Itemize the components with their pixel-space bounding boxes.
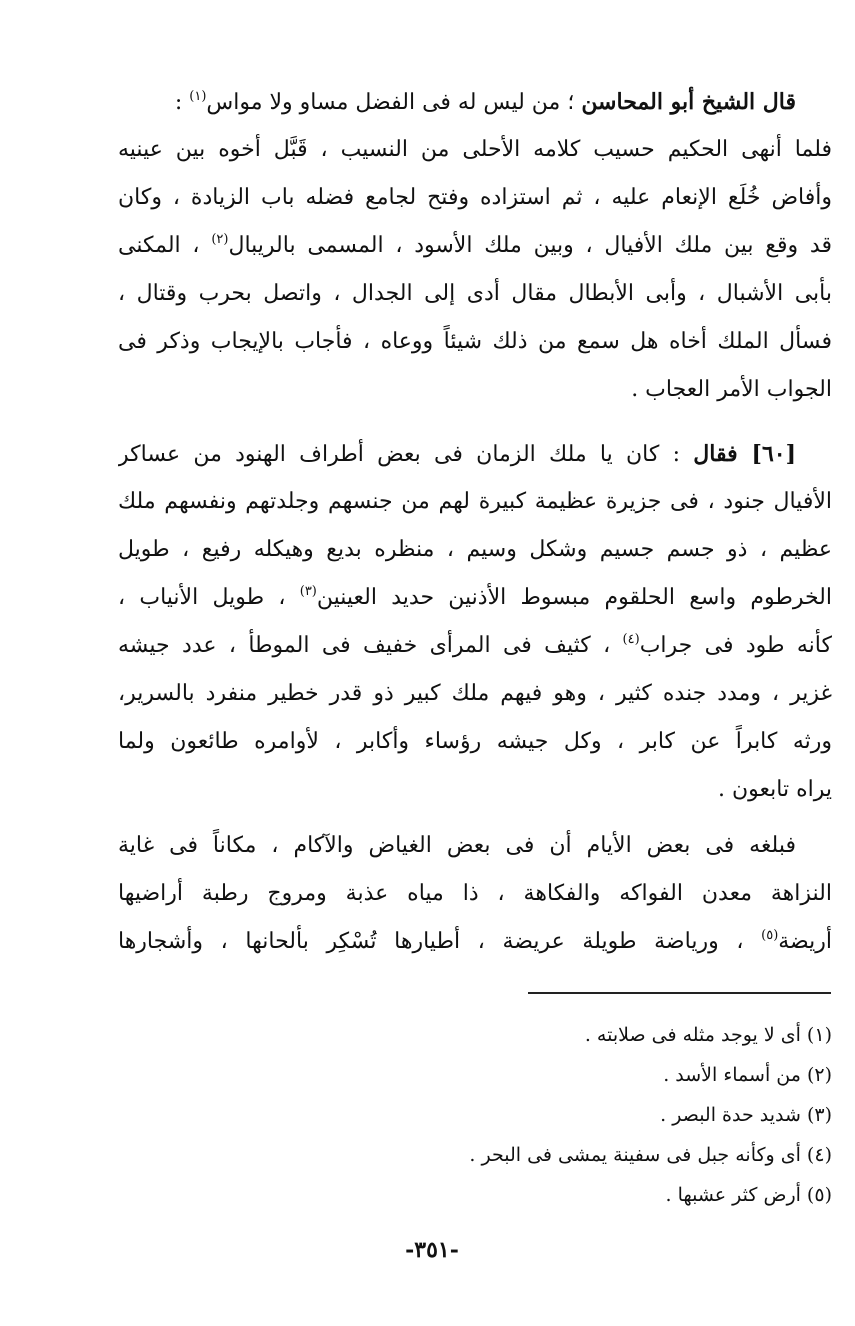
text-line xyxy=(118,222,832,270)
text-line: النزاهة معدن الفواكه والفكاهة ، ذا مياه عذبة ومروج رطبة أراضيها xyxy=(118,881,832,906)
footnotes xyxy=(300,1015,832,1215)
text-line: الجواب الأمر العجاب . xyxy=(631,377,832,402)
footnote-ref: (٤) xyxy=(622,632,640,647)
text-span: ؛ من ليس له فى الفضل مساو ولا مواس xyxy=(206,90,575,115)
text-line: عظيم ، ذو جسم جسيم وشكل وسيم ، منظره بديع وهيكله رفيع ، طويل xyxy=(118,537,832,562)
text-line xyxy=(118,78,832,126)
text-line: الأفيال جنود ، فى جزيرة عظيمة كبيرة لهم من جنسهم وجلدتهم ونفسهم ملك xyxy=(118,489,832,514)
footnote-ref: (٥) xyxy=(761,928,779,943)
paragraph-2 xyxy=(118,430,832,814)
text-span: أريضة xyxy=(778,929,832,954)
text-line: يراه تابعون . xyxy=(718,777,832,802)
text-span: ، طويل الأنياب ، xyxy=(118,585,300,610)
section-marker: [٦٠] فقال xyxy=(693,441,797,467)
footnote-3: (٣) شديد حدة البصر . xyxy=(660,1104,832,1126)
text-span: قد وقع بين ملك الأفيال ، وبين ملك الأسود ، المسمى بالريبال xyxy=(228,233,832,258)
text-line xyxy=(118,574,832,622)
text-line: فبلغه فى بعض الأيام أن فى بعض الغياض والآكام ، مكاناً فى غاية xyxy=(118,833,796,858)
footnote-2: (٢) من أسماء الأسد . xyxy=(663,1064,832,1086)
text-span: : xyxy=(174,90,190,115)
text-line: غزير ، ومدد جنده كثير ، وهو فيهم ملك كبير ذو قدر خطير منفرد بالسرير، xyxy=(118,681,832,706)
footnote-5: (٥) أرض كثر عشبها . xyxy=(665,1184,832,1206)
footnote-1: (١) أى لا يوجد مثله فى صلابته . xyxy=(584,1024,832,1046)
text-line: فسأل الملك أخاه هل سمع من ذلك شيئاً ووعاه ، فأجاب بالإيجاب وذكر فى xyxy=(118,329,832,354)
footnote-ref: (١) xyxy=(189,89,207,104)
text-line xyxy=(118,430,832,478)
text-span: ، المكنى xyxy=(118,233,212,258)
text-line: وأفاض خُلَع الإنعام عليه ، ثم استزاده وفتح لجامع فضله باب الزيادة ، وكان xyxy=(118,185,832,210)
text-line xyxy=(118,622,832,670)
text-span: الخرطوم واسع الحلقوم مبسوط الأذنين حديد العينين xyxy=(316,585,832,610)
page-number: -٣٥١- xyxy=(405,1237,459,1263)
text-span: : كان يا ملك الزمان فى بعض أطراف الهنود من عساكر xyxy=(118,442,694,467)
footnote-4: (٤) أى وكأنه جبل فى سفينة يمشى فى البحر . xyxy=(469,1144,832,1166)
text-line: ورثه كابراً عن كابر ، وكل جيشه رؤساء وأكابر ، لأوامره طائعون ولما xyxy=(118,729,832,754)
text-line xyxy=(118,918,832,966)
text-span: ، كثيف فى المرأى خفيف فى الموطأ ، عدد جيشه xyxy=(118,633,623,658)
speaker-name: قال الشيخ أبو المحاسن xyxy=(581,89,796,115)
footnote-ref: (٣) xyxy=(299,584,317,599)
paragraph-1 xyxy=(118,78,832,414)
footnote-ref: (٢) xyxy=(211,232,229,247)
text-span: ، ورياضة طويلة عريضة ، أطيارها تُسْكِر بألحانها ، وأشجارها xyxy=(118,929,762,954)
text-line: بأبى الأشبال ، وأبى الأبطال مقال أدى إلى الجدال ، واتصل بحرب وقتال ، xyxy=(118,281,832,306)
footnote-divider xyxy=(528,992,831,994)
text-span: كأنه طود فى جراب xyxy=(639,633,832,658)
text-line: فلما أنهى الحكيم حسيب كلامه الأحلى من النسيب ، قَبَّل أخوه بين عينيه xyxy=(118,137,832,162)
paragraph-3 xyxy=(118,822,832,966)
